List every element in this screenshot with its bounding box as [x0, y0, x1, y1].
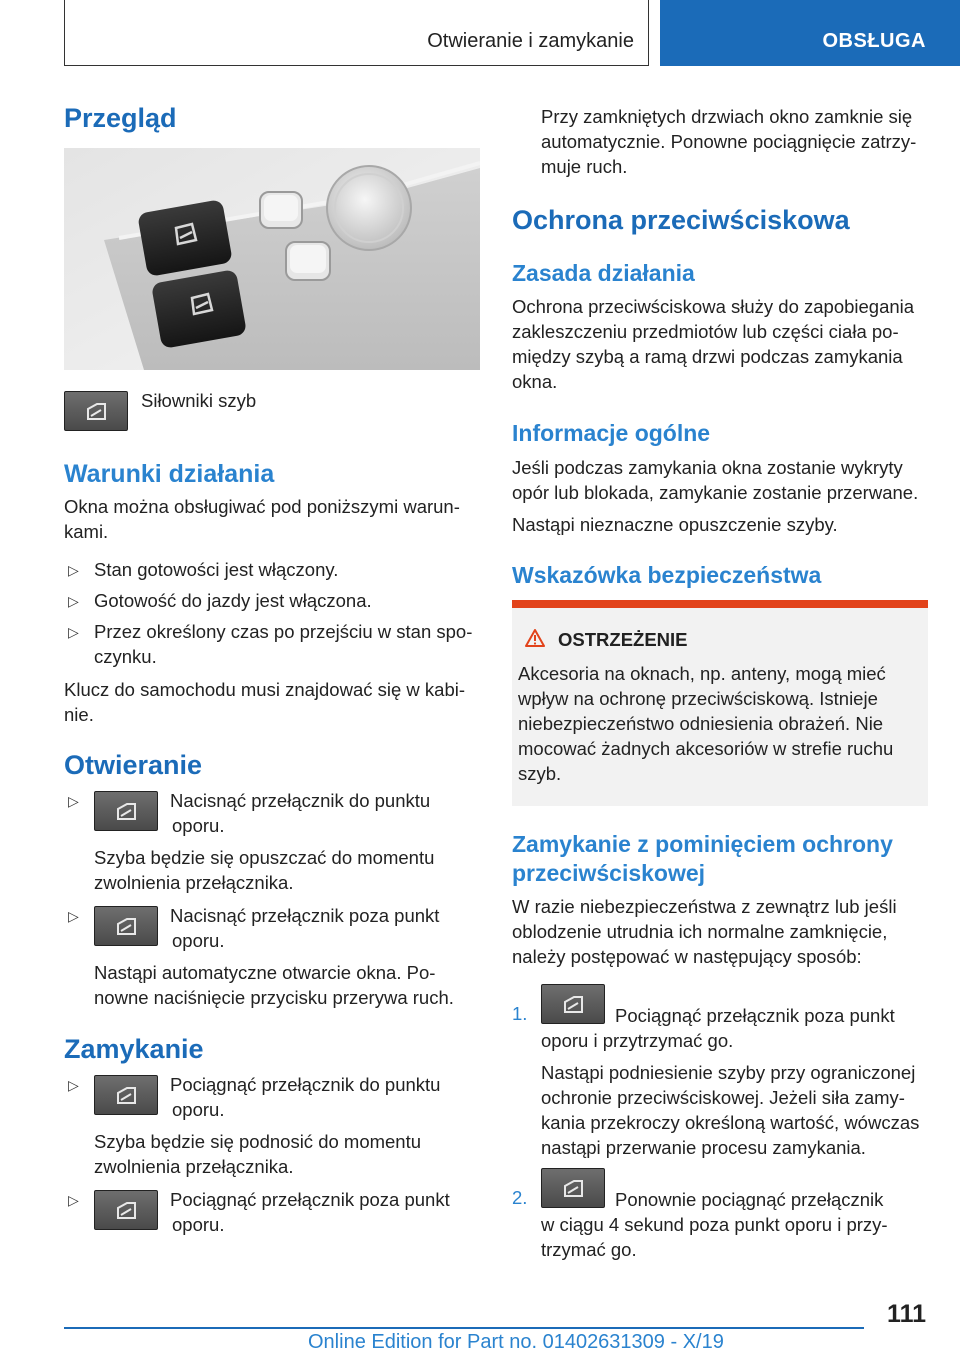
- window-switch-icon: [64, 391, 128, 431]
- window-switch-icon: [94, 1075, 158, 1115]
- bullet-icon: ▷: [68, 1192, 79, 1208]
- bullet-icon: ▷: [68, 1077, 79, 1093]
- step-action: Pociągnąć przełącznik poza punkt: [615, 1005, 895, 1026]
- general-info-text-2: Nastąpi nieznaczne opuszczenie szyby.: [512, 514, 838, 535]
- footer-rule: [64, 1327, 864, 1329]
- bullet-icon: ▷: [68, 593, 79, 609]
- warning-triangle-icon: [524, 628, 546, 648]
- general-info-title: Informacje ogólne: [512, 420, 711, 446]
- section-title: Otwieranie i zamykanie: [427, 30, 634, 52]
- opening-step-action: Nacisnąć przełącznik poza punkt oporu.: [170, 905, 440, 951]
- page-number: 111: [887, 1300, 926, 1328]
- window-switch-photo: [64, 148, 480, 370]
- bullet-icon: ▷: [68, 562, 79, 578]
- condition-item: Przez określony czas po przejściu w stan spo- czynku.: [94, 621, 473, 667]
- opening-title: Otwieranie: [64, 750, 203, 780]
- warning-bar: [512, 600, 928, 608]
- principle-title: Zasada działania: [512, 260, 695, 286]
- closing-step-action: Pociągnąć przełącznik poza punkt oporu.: [170, 1189, 450, 1235]
- bullet-icon: ▷: [68, 793, 79, 809]
- opening-step-result: Nastąpi automatyczne otwarcie okna. Po- nowne naciśnięcie przycisku przerywa ruch.: [94, 962, 454, 1008]
- step-action-cont: w ciągu 4 sekund poza punkt oporu i przy- trzymać go.: [541, 1214, 888, 1260]
- window-switch-icon: [94, 1190, 158, 1230]
- photo-caption: Siłowniki szyb: [141, 390, 257, 411]
- window-switch-icon: [94, 791, 158, 831]
- closing-step-result: Szyba będzie się podnosić do momentu zwolnienia przełącznika.: [94, 1131, 422, 1177]
- window-switch-icon: [94, 906, 158, 946]
- closing-continued-text: Przy zamkniętych drzwiach okno zamknie się automatycznie. Ponowne pociągnięcie zatrzy- muje ruch.: [541, 106, 917, 177]
- header-section-box: [64, 0, 649, 66]
- condition-item: Gotowość do jazdy jest włączona.: [94, 590, 372, 611]
- step-action-cont: oporu i przytrzymać go.: [541, 1030, 734, 1051]
- footer-edition: Online Edition for Part no. 01402631309 - X/19: [308, 1331, 724, 1353]
- bypass-title: Zamykanie z pominięciem ochrony przeciwściskowej: [512, 831, 893, 886]
- step-action: Ponownie pociągnąć przełącznik: [615, 1189, 884, 1210]
- warning-text: Akcesoria na oknach, np. anteny, mogą mieć wpływ na ochronę przeciwściskową. Istnieje niebezpieczeństwo odniesienia obrażeń. Nie mocować żadnych akcesoriów w strefie ruchu szyb.: [518, 663, 894, 784]
- key-note: Klucz do samochodu musi znajdować się w kabi- nie.: [64, 679, 466, 725]
- opening-step-result: Szyba będzie się opuszczać do momentu zwolnienia przełącznika.: [94, 847, 435, 893]
- step-note: Nastąpi podniesienie szyby przy ograniczonej ochronie przeciwściskowej. Jeżeli siła zamy- kania przekroczy określoną wartość, wówczas nastąpi przerwanie procesu zamykania.: [541, 1062, 920, 1158]
- pinch-protection-title: Ochrona przeciwściskowa: [512, 205, 850, 235]
- step-number: 1.: [512, 1003, 528, 1024]
- window-switch-icon: [541, 1168, 605, 1208]
- bullet-icon: ▷: [68, 624, 79, 640]
- header-chapter-box: [660, 0, 960, 66]
- opening-step-action: Nacisnąć przełącznik do punktu oporu.: [170, 790, 431, 836]
- overview-title: Przegląd: [64, 103, 177, 133]
- general-info-text: Jeśli podczas zamykania okna zostanie wykryty opór lub blokada, zamykanie zostanie przerwane.: [512, 457, 919, 503]
- step-number: 2.: [512, 1187, 528, 1208]
- closing-title: Zamykanie: [64, 1034, 204, 1064]
- chapter-title: OBSŁUGA: [822, 30, 926, 52]
- conditions-title: Warunki działania: [64, 460, 275, 488]
- bypass-intro: W razie niebezpieczeństwa z zewnątrz lub jeśli oblodzenie utrudnia ich normalne zamknięcie, należy postępować w następujący sposób:: [512, 896, 897, 967]
- warning-label: OSTRZEŻENIE: [558, 629, 688, 650]
- principle-text: Ochrona przeciwściskowa służy do zapobiegania zakleszczeniu przedmiotów lub części ciała po- między szybą a ramą drzwi podczas zamykania okna.: [512, 296, 915, 392]
- safety-title: Wskazówka bezpieczeństwa: [512, 562, 822, 588]
- condition-item: Stan gotowości jest włączony.: [94, 559, 339, 580]
- window-switch-icon: [541, 984, 605, 1024]
- window-switch-illustration: [64, 148, 480, 370]
- conditions-intro: Okna można obsługiwać pod poniższymi warun- kami.: [64, 496, 460, 542]
- closing-step-action: Pociągnąć przełącznik do punktu oporu.: [170, 1074, 441, 1120]
- bullet-icon: ▷: [68, 908, 79, 924]
